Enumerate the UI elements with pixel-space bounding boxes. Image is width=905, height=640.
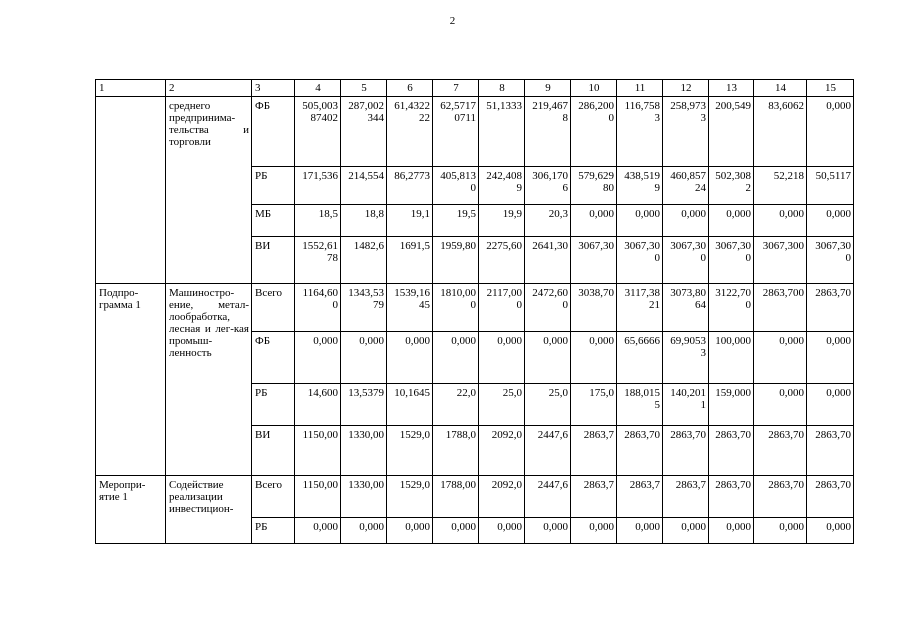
table-cell: 2863,7 bbox=[663, 476, 709, 518]
table-cell: 3067,300 bbox=[754, 237, 807, 284]
table-cell: 1691,5 bbox=[387, 237, 433, 284]
table-cell: РБ bbox=[252, 167, 295, 205]
table-cell: 1529,0 bbox=[387, 476, 433, 518]
table-cell: 502,3082 bbox=[709, 167, 754, 205]
table-cell: 116,7583 bbox=[617, 97, 663, 167]
table-cell: Всего bbox=[252, 284, 295, 332]
table-cell: 0,000 bbox=[525, 518, 571, 544]
table-cell: 0,000 bbox=[479, 518, 525, 544]
table-cell: 52,218 bbox=[754, 167, 807, 205]
table-cell: 1529,0 bbox=[387, 426, 433, 476]
table-cell: 3067,300 bbox=[617, 237, 663, 284]
table-cell: 2863,7 bbox=[571, 426, 617, 476]
table-cell: 188,0155 bbox=[617, 384, 663, 426]
column-header: 4 bbox=[295, 80, 341, 97]
table-cell: 1959,80 bbox=[433, 237, 479, 284]
table-cell: 242,4089 bbox=[479, 167, 525, 205]
table-cell: Содействие реализации инвестицион- bbox=[166, 476, 252, 544]
table-cell: 0,000 bbox=[663, 518, 709, 544]
table-cell: 20,3 bbox=[525, 205, 571, 237]
table-cell: 2863,70 bbox=[617, 426, 663, 476]
table-cell: 61,432222 bbox=[387, 97, 433, 167]
table-cell: 1330,00 bbox=[341, 476, 387, 518]
table-cell: среднего предпринима-тельства и торговли bbox=[166, 97, 252, 284]
table-cell: 214,554 bbox=[341, 167, 387, 205]
table-cell: 2117,000 bbox=[479, 284, 525, 332]
table-cell: 0,000 bbox=[387, 332, 433, 384]
table-cell: 0,000 bbox=[617, 205, 663, 237]
table-cell: 2863,700 bbox=[754, 284, 807, 332]
column-header: 6 bbox=[387, 80, 433, 97]
table-cell: 2641,30 bbox=[525, 237, 571, 284]
table-cell: 2863,70 bbox=[709, 476, 754, 518]
table-cell: 200,549 bbox=[709, 97, 754, 167]
table-cell: 0,000 bbox=[295, 332, 341, 384]
table-cell: Подпро-грамма 1 bbox=[96, 284, 166, 476]
table-cell: 258,9733 bbox=[663, 97, 709, 167]
table-cell: 0,000 bbox=[571, 205, 617, 237]
table-cell: 22,0 bbox=[433, 384, 479, 426]
table-cell: 2447,6 bbox=[525, 476, 571, 518]
table-cell: 1810,000 bbox=[433, 284, 479, 332]
table-cell: 1150,00 bbox=[295, 426, 341, 476]
table-cell: МБ bbox=[252, 205, 295, 237]
table-cell: 3067,30 bbox=[571, 237, 617, 284]
column-header: 12 bbox=[663, 80, 709, 97]
table-cell: 2275,60 bbox=[479, 237, 525, 284]
table-cell: 579,62980 bbox=[571, 167, 617, 205]
table-cell: 3067,300 bbox=[663, 237, 709, 284]
page-number: 2 bbox=[449, 15, 456, 27]
table-cell: 3067,300 bbox=[709, 237, 754, 284]
table-cell: 505,00387402 bbox=[295, 97, 341, 167]
table-cell: 0,000 bbox=[807, 518, 854, 544]
table-cell: Всего bbox=[252, 476, 295, 518]
table-cell: Машиностро-ение, метал-лообработка, лесная и лег-кая промыш-ленность bbox=[166, 284, 252, 476]
table-cell: 405,8130 bbox=[433, 167, 479, 205]
table-cell: 2863,70 bbox=[807, 476, 854, 518]
table-cell: 3067,300 bbox=[807, 237, 854, 284]
column-header: 7 bbox=[433, 80, 479, 97]
table-cell: 2863,7 bbox=[571, 476, 617, 518]
table-cell: 0,000 bbox=[617, 518, 663, 544]
table-cell: 2447,6 bbox=[525, 426, 571, 476]
column-header: 3 bbox=[252, 80, 295, 97]
table-cell: 159,000 bbox=[709, 384, 754, 426]
column-header: 1 bbox=[96, 80, 166, 97]
table-cell: Меропри-ятие 1 bbox=[96, 476, 166, 544]
table-cell: 287,002344 bbox=[341, 97, 387, 167]
table-cell: 0,000 bbox=[807, 332, 854, 384]
table-cell: 69,90533 bbox=[663, 332, 709, 384]
table-cell: 1343,5379 bbox=[341, 284, 387, 332]
table-cell: 0,000 bbox=[807, 205, 854, 237]
table-cell: 19,1 bbox=[387, 205, 433, 237]
column-header: 14 bbox=[754, 80, 807, 97]
table-cell: 19,5 bbox=[433, 205, 479, 237]
table-cell: 1539,1645 bbox=[387, 284, 433, 332]
table-cell: 0,000 bbox=[295, 518, 341, 544]
table-row bbox=[96, 476, 854, 518]
table-cell: 51,1333 bbox=[479, 97, 525, 167]
table-cell: 83,6062 bbox=[754, 97, 807, 167]
table-cell: 86,2773 bbox=[387, 167, 433, 205]
table-cell: 100,000 bbox=[709, 332, 754, 384]
budget-table bbox=[95, 79, 854, 544]
table-cell: 1552,6178 bbox=[295, 237, 341, 284]
column-header: 5 bbox=[341, 80, 387, 97]
table-row bbox=[96, 284, 854, 332]
table-cell: 50,5117 bbox=[807, 167, 854, 205]
table-cell: 3073,8064 bbox=[663, 284, 709, 332]
table-cell: 0,000 bbox=[571, 518, 617, 544]
table-cell: 0,000 bbox=[525, 332, 571, 384]
table-cell: РБ bbox=[252, 518, 295, 544]
table-cell: 0,000 bbox=[433, 518, 479, 544]
table-cell: 0,000 bbox=[754, 205, 807, 237]
table-cell: 0,000 bbox=[754, 384, 807, 426]
table-cell: 0,000 bbox=[341, 332, 387, 384]
table-cell: 25,0 bbox=[479, 384, 525, 426]
table-cell: 18,5 bbox=[295, 205, 341, 237]
table-cell: 2863,70 bbox=[754, 426, 807, 476]
column-header: 10 bbox=[571, 80, 617, 97]
table-cell: РБ bbox=[252, 384, 295, 426]
table-cell: 14,600 bbox=[295, 384, 341, 426]
table-cell: 13,5379 bbox=[341, 384, 387, 426]
column-header: 15 bbox=[807, 80, 854, 97]
table-cell: 0,000 bbox=[433, 332, 479, 384]
table-cell: 0,000 bbox=[479, 332, 525, 384]
table-cell: 0,000 bbox=[571, 332, 617, 384]
table-cell: 0,000 bbox=[663, 205, 709, 237]
column-header: 11 bbox=[617, 80, 663, 97]
table-cell: 0,000 bbox=[754, 518, 807, 544]
table-cell: 2863,7 bbox=[617, 476, 663, 518]
table-cell: 1164,600 bbox=[295, 284, 341, 332]
table-cell: 2092,0 bbox=[479, 476, 525, 518]
table-cell: 0,000 bbox=[807, 97, 854, 167]
table-cell: 3122,700 bbox=[709, 284, 754, 332]
table-cell: 286,2000 bbox=[571, 97, 617, 167]
column-header: 13 bbox=[709, 80, 754, 97]
table-cell: 2863,70 bbox=[807, 284, 854, 332]
table-row bbox=[96, 97, 854, 167]
table-cell: 2863,70 bbox=[663, 426, 709, 476]
table-cell: 1788,00 bbox=[433, 476, 479, 518]
table-cell: 62,57170711 bbox=[433, 97, 479, 167]
table-cell: 0,000 bbox=[709, 205, 754, 237]
table-cell: 219,4678 bbox=[525, 97, 571, 167]
table-cell: 2863,70 bbox=[754, 476, 807, 518]
table-cell: 2092,0 bbox=[479, 426, 525, 476]
table-cell: 2472,600 bbox=[525, 284, 571, 332]
table-cell: 0,000 bbox=[387, 518, 433, 544]
table-cell: 10,1645 bbox=[387, 384, 433, 426]
table-cell: 19,9 bbox=[479, 205, 525, 237]
column-header: 9 bbox=[525, 80, 571, 97]
table-cell: 460,85724 bbox=[663, 167, 709, 205]
table-cell: 1150,00 bbox=[295, 476, 341, 518]
table-cell: ФБ bbox=[252, 97, 295, 167]
table-body bbox=[96, 80, 854, 544]
table-cell: 1482,6 bbox=[341, 237, 387, 284]
table-cell: 25,0 bbox=[525, 384, 571, 426]
table-cell: ВИ bbox=[252, 237, 295, 284]
table-cell: 2863,70 bbox=[807, 426, 854, 476]
table-cell: 306,1706 bbox=[525, 167, 571, 205]
table-cell: 140,2011 bbox=[663, 384, 709, 426]
table-cell: 0,000 bbox=[341, 518, 387, 544]
table-cell: 18,8 bbox=[341, 205, 387, 237]
table-cell: 438,5199 bbox=[617, 167, 663, 205]
table-cell: 0,000 bbox=[709, 518, 754, 544]
table-cell: ВИ bbox=[252, 426, 295, 476]
header-row bbox=[96, 80, 854, 97]
table-cell: 3038,70 bbox=[571, 284, 617, 332]
table-cell: 0,000 bbox=[807, 384, 854, 426]
column-header: 8 bbox=[479, 80, 525, 97]
table-cell: 2863,70 bbox=[709, 426, 754, 476]
table-cell: 175,0 bbox=[571, 384, 617, 426]
table-cell: 1788,0 bbox=[433, 426, 479, 476]
table-cell: 3117,3821 bbox=[617, 284, 663, 332]
table-cell: ФБ bbox=[252, 332, 295, 384]
table-cell: 65,6666 bbox=[617, 332, 663, 384]
table-cell: 0,000 bbox=[754, 332, 807, 384]
table-cell: 171,536 bbox=[295, 167, 341, 205]
table-cell: 1330,00 bbox=[341, 426, 387, 476]
column-header: 2 bbox=[166, 80, 252, 97]
table-cell bbox=[96, 97, 166, 284]
